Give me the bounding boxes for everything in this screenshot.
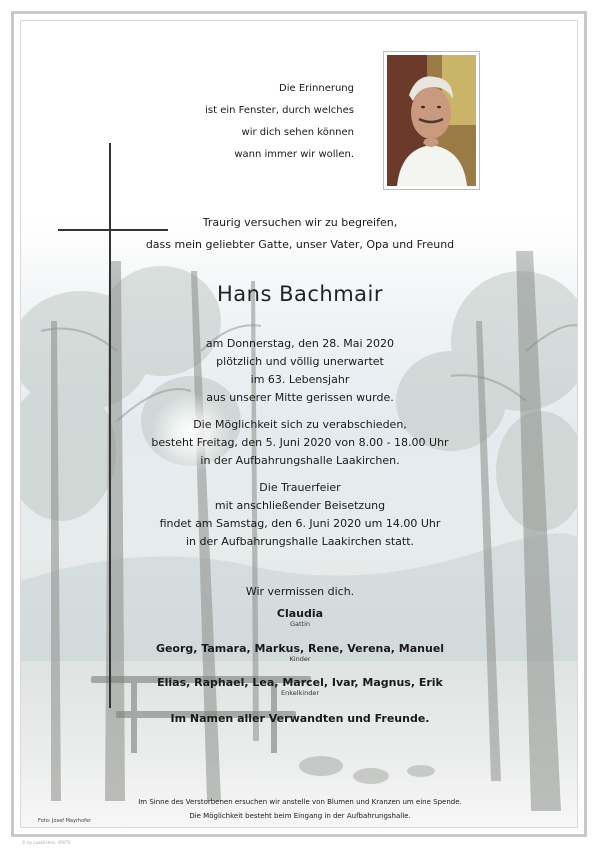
mourner-names: Georg, Tamara, Markus, Rene, Verena, Manuel <box>155 642 445 655</box>
print-mark: © by Laakirchen, 00070 <box>22 840 71 845</box>
intro-line: dass mein geliebter Gatte, unser Vater, Opa und Freund <box>145 238 455 251</box>
footer-line: Im Sinne des Verstorbenen ersuchen wir anstelle von Blumen und Kranzen um eine Spende. <box>138 798 462 806</box>
deceased-name: Hans Bachmair <box>216 282 383 306</box>
death-info-line: plötzlich und völlig unerwartet <box>216 355 384 368</box>
farewell-info-line: besteht Freitag, den 5. Juni 2020 von 8.00 - 18.00 Uhr <box>151 436 449 449</box>
photo-credit: Foto: Josef Mayrhofer <box>38 818 92 824</box>
mourner-relation: Enkelkinder <box>280 689 320 697</box>
miss-you-line: Wir vermissen dich. <box>245 585 355 598</box>
memorial-quote-line: ist ein Fenster, durch welches <box>205 105 354 116</box>
death-info-line: im 63. Lebensjahr <box>250 373 350 386</box>
portrait-photo-frame <box>383 51 480 190</box>
memorial-quote-line: Die Erinnerung <box>279 83 354 94</box>
mourner-relation: Gattin <box>289 620 311 628</box>
funeral-info-line: Die Trauerfeier <box>259 481 341 494</box>
death-info-line: am Donnerstag, den 28. Mai 2020 <box>205 337 395 350</box>
farewell-info-line: in der Aufbahrungshalle Laakirchen. <box>200 454 400 467</box>
funeral-info-line: in der Aufbahrungshalle Laakirchen statt. <box>185 535 415 548</box>
memorial-quote-line: wann immer wir wollen. <box>234 149 354 160</box>
mourner-relation: Kinder <box>289 655 311 663</box>
mourner-names: Elias, Raphael, Lea, Marcel, Ivar, Magnus, Erik <box>157 676 443 689</box>
mourner-names: Claudia <box>276 607 324 620</box>
funeral-info-line: findet am Samstag, den 6. Juni 2020 um 14.00 Uhr <box>159 517 441 530</box>
footer-line: Die Möglichkeit besteht beim Eingang in der Aufbahrungshalle. <box>189 812 411 820</box>
relatives-line: Im Namen aller Verwandten und Freunde. <box>170 712 430 725</box>
memorial-quote-line: wir dich sehen können <box>241 127 354 138</box>
portrait-photo <box>387 55 476 186</box>
funeral-info-line: mit anschließender Beisetzung <box>214 499 386 512</box>
death-info-line: aus unserer Mitte gerissen wurde. <box>206 391 394 404</box>
farewell-info-line: Die Möglichkeit sich zu verabschieden, <box>193 418 407 431</box>
intro-line: Traurig versuchen wir zu begreifen, <box>202 216 398 229</box>
